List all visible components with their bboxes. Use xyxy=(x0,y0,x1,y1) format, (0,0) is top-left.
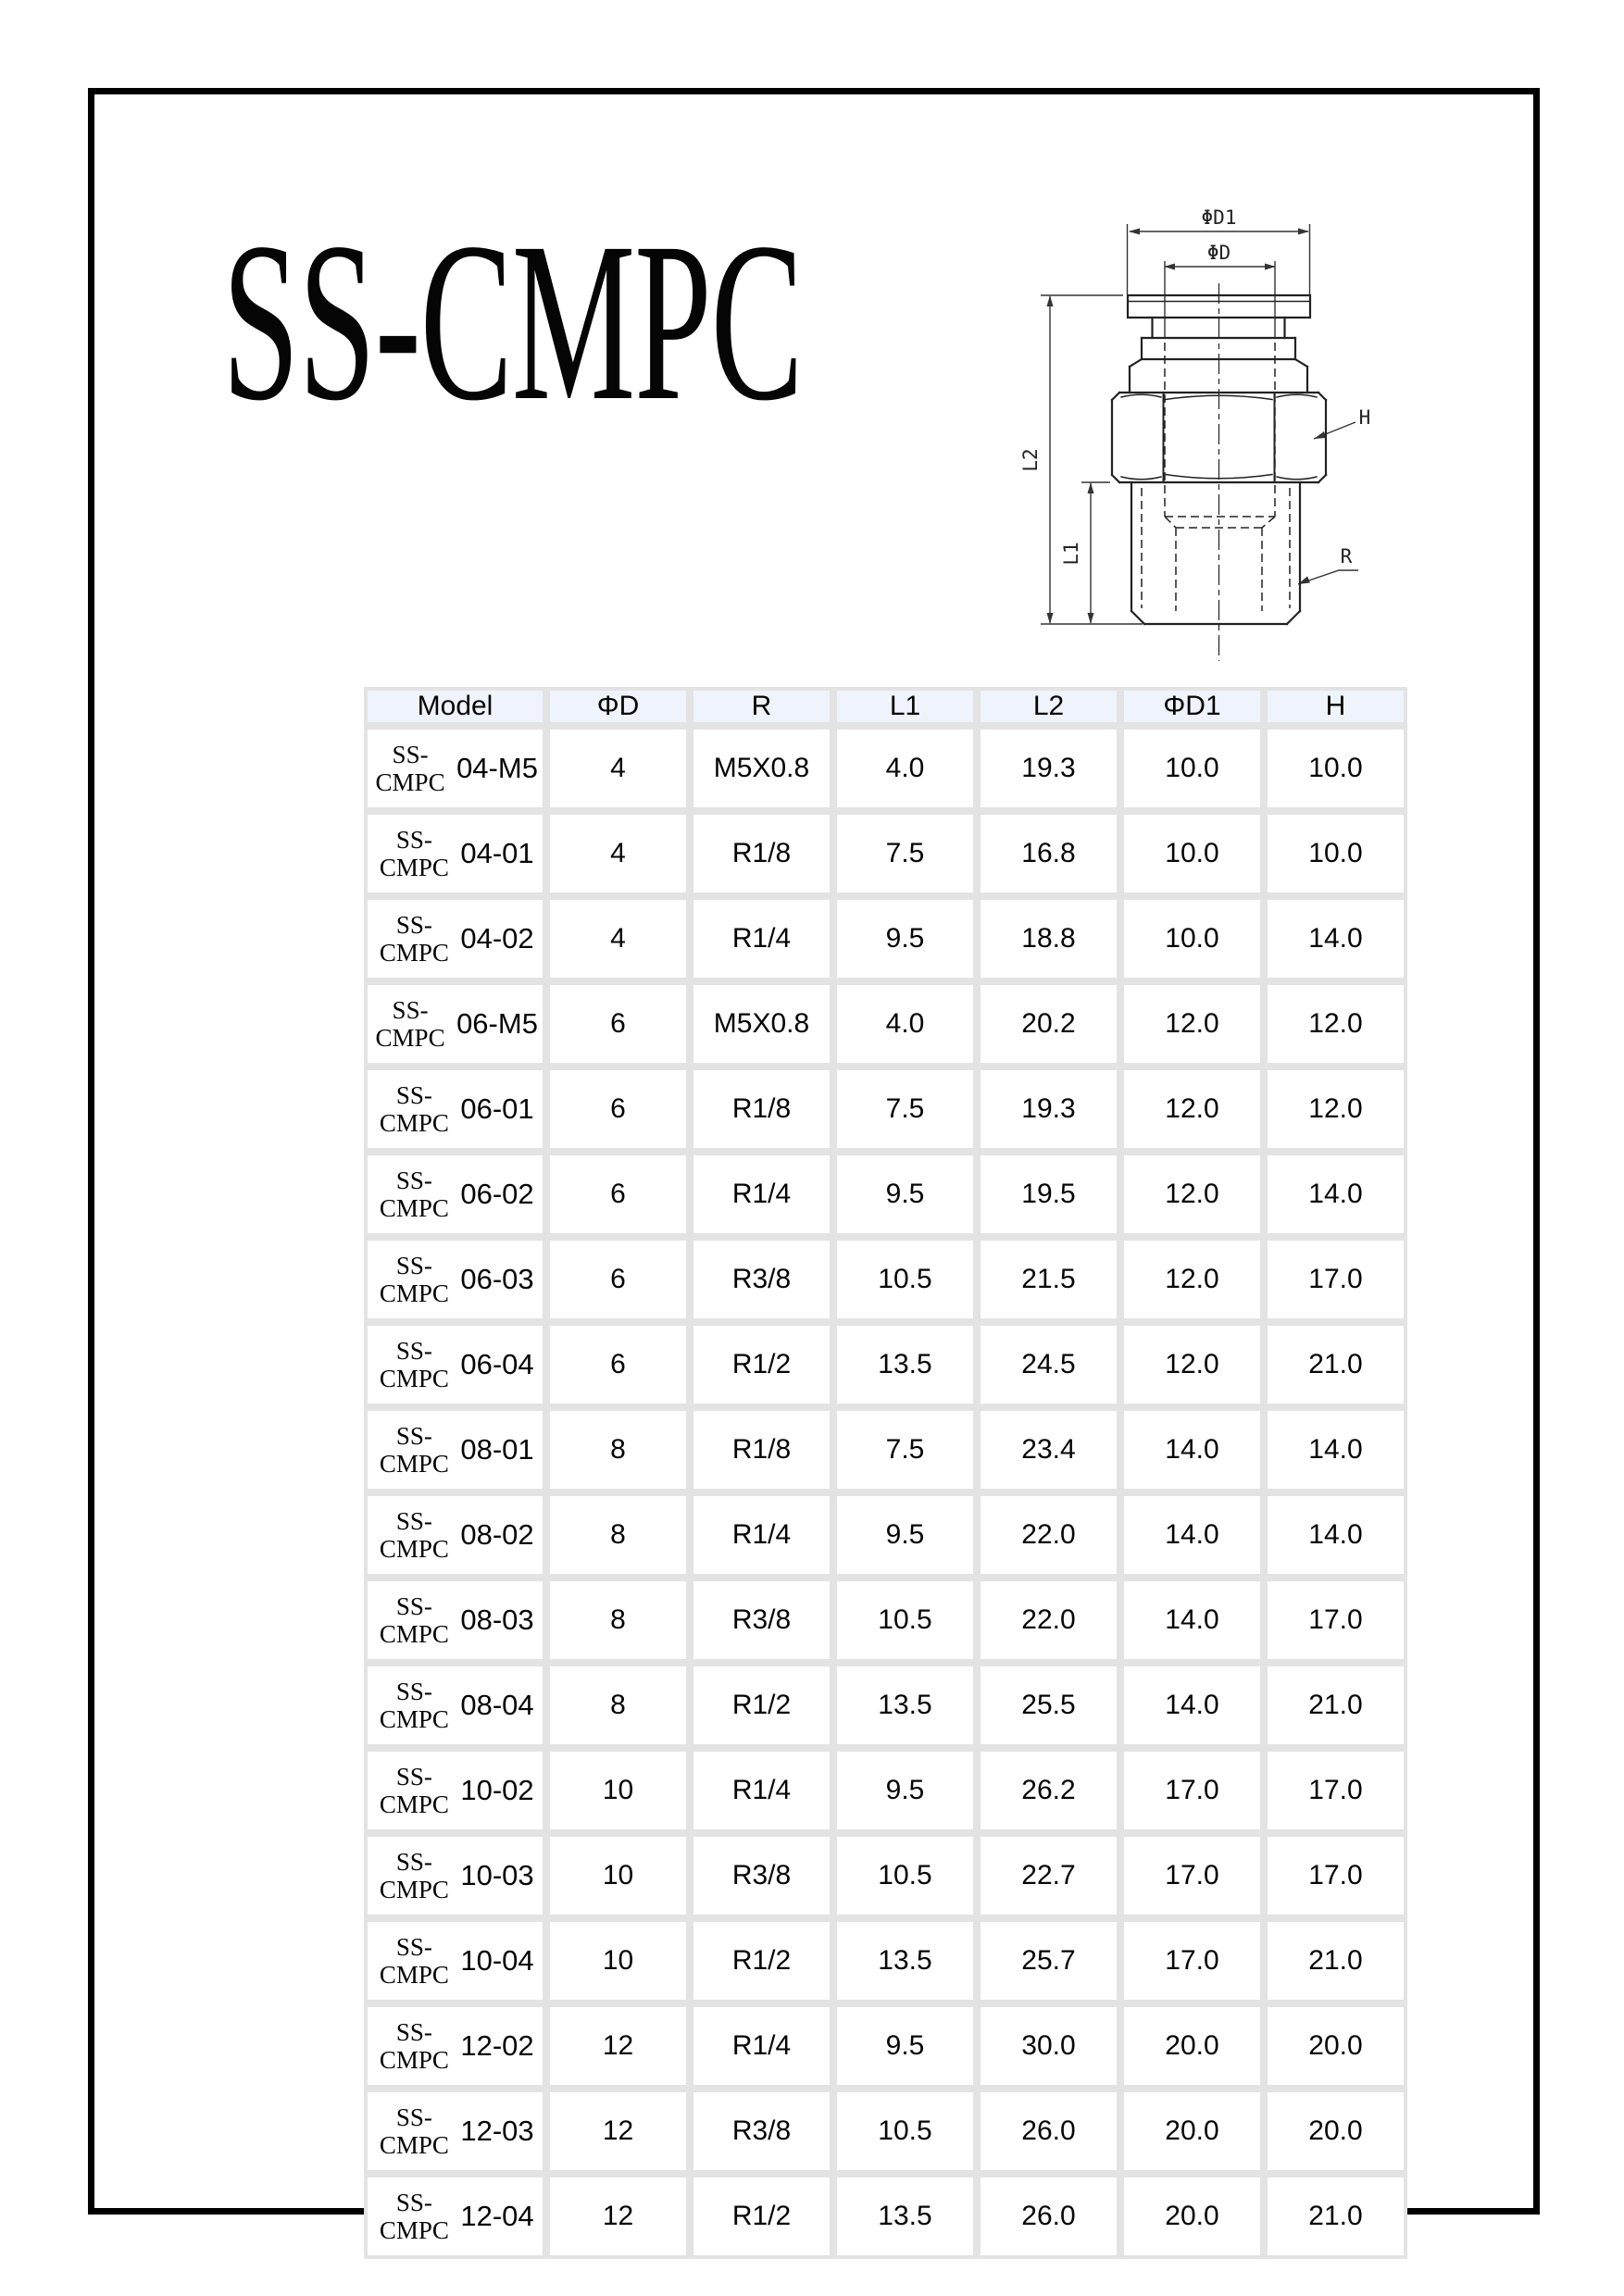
value-cell-d1: 12.0 xyxy=(1120,1067,1264,1152)
value-cell-d: 12 xyxy=(546,2089,690,2174)
model-prefix: SS-CMPC xyxy=(379,1847,449,1903)
table-row xyxy=(364,1407,1407,1492)
value-cell-d1: 12.0 xyxy=(1120,1322,1264,1407)
model-prefix: SS-CMPC xyxy=(375,995,445,1052)
value-cell-d: 10 xyxy=(546,1833,690,1918)
value-cell-l1: 4.0 xyxy=(833,726,977,811)
value-cell-l2: 19.3 xyxy=(977,726,1120,811)
value-cell-r: R3/8 xyxy=(690,1833,833,1918)
value-cell-d1: 10.0 xyxy=(1120,811,1264,896)
value-cell-d1: 14.0 xyxy=(1120,1492,1264,1578)
value-cell-l1: 9.5 xyxy=(833,2003,977,2089)
table-row xyxy=(364,1663,1407,1748)
model-cell xyxy=(364,1237,546,1322)
value-cell-h: 21.0 xyxy=(1264,2174,1407,2259)
value-cell-r: R1/4 xyxy=(690,1492,833,1578)
value-cell-d1: 12.0 xyxy=(1120,981,1264,1067)
value-cell-d1: 20.0 xyxy=(1120,2003,1264,2089)
value-cell-h: 14.0 xyxy=(1264,1407,1407,1492)
table-row xyxy=(364,1152,1407,1237)
value-cell-h: 14.0 xyxy=(1264,896,1407,981)
model-cell xyxy=(364,726,546,811)
dimension-arrows xyxy=(1047,229,1327,625)
value-cell-l1: 9.5 xyxy=(833,896,977,981)
model-prefix: SS-CMPC xyxy=(379,2017,449,2074)
model-prefix: SS-CMPC xyxy=(379,1336,449,1392)
col-header-l1: L1 xyxy=(833,687,977,726)
value-cell-h: 12.0 xyxy=(1264,981,1407,1067)
value-cell-l2: 20.2 xyxy=(977,981,1120,1067)
table-row xyxy=(364,1237,1407,1322)
model-cell xyxy=(364,1152,546,1237)
value-cell-h: 17.0 xyxy=(1264,1578,1407,1663)
value-cell-d: 6 xyxy=(546,1152,690,1237)
value-cell-l1: 7.5 xyxy=(833,1407,977,1492)
value-cell-l2: 18.8 xyxy=(977,896,1120,981)
value-cell-l2: 22.0 xyxy=(977,1492,1120,1578)
dim-label-d: ΦD xyxy=(1206,242,1231,264)
model-cell xyxy=(364,1663,546,1748)
value-cell-h: 12.0 xyxy=(1264,1067,1407,1152)
value-cell-h: 10.0 xyxy=(1264,811,1407,896)
model-prefix: SS-CMPC xyxy=(375,740,445,796)
model-cell xyxy=(364,1578,546,1663)
col-header-d: ΦD xyxy=(546,687,690,726)
value-cell-r: R1/2 xyxy=(690,1663,833,1748)
table-row xyxy=(364,811,1407,896)
model-number: 12-04 xyxy=(460,2200,534,2232)
model-prefix: SS-CMPC xyxy=(379,1506,449,1563)
value-cell-l1: 10.5 xyxy=(833,1237,977,1322)
model-number: 08-02 xyxy=(460,1518,534,1551)
model-number: 04-01 xyxy=(460,837,534,869)
model-number: 08-04 xyxy=(460,1689,534,1721)
header-row xyxy=(364,687,1407,726)
value-cell-d: 12 xyxy=(546,2174,690,2259)
value-cell-l1: 7.5 xyxy=(833,811,977,896)
model-number: 10-04 xyxy=(460,1944,534,1977)
value-cell-d: 10 xyxy=(546,1748,690,1833)
model-cell xyxy=(364,2003,546,2089)
model-prefix: SS-CMPC xyxy=(379,1080,449,1137)
value-cell-d1: 20.0 xyxy=(1120,2089,1264,2174)
dim-label-r: R xyxy=(1340,545,1353,568)
col-header-model: Model xyxy=(364,687,546,726)
table-row xyxy=(364,896,1407,981)
model-prefix: SS-CMPC xyxy=(379,1677,449,1733)
value-cell-l1: 10.5 xyxy=(833,1578,977,1663)
value-cell-r: R1/4 xyxy=(690,896,833,981)
value-cell-d1: 12.0 xyxy=(1120,1152,1264,1237)
value-cell-l2: 19.3 xyxy=(977,1067,1120,1152)
model-number: 04-02 xyxy=(460,922,534,955)
value-cell-l1: 13.5 xyxy=(833,1918,977,2003)
table-row xyxy=(364,1578,1407,1663)
value-cell-h: 20.0 xyxy=(1264,2003,1407,2089)
value-cell-d: 8 xyxy=(546,1663,690,1748)
value-cell-l2: 26.0 xyxy=(977,2174,1120,2259)
value-cell-l2: 26.0 xyxy=(977,2089,1120,2174)
spec-table xyxy=(364,687,1407,2259)
model-number: 06-M5 xyxy=(456,1007,538,1040)
col-header-h: H xyxy=(1264,687,1407,726)
model-cell xyxy=(364,1322,546,1407)
value-cell-d1: 10.0 xyxy=(1120,896,1264,981)
value-cell-l2: 25.7 xyxy=(977,1918,1120,2003)
page-title: SS-CMPC xyxy=(222,195,803,449)
page-frame xyxy=(88,88,1540,2244)
value-cell-d1: 14.0 xyxy=(1120,1663,1264,1748)
value-cell-d1: 14.0 xyxy=(1120,1578,1264,1663)
model-prefix: SS-CMPC xyxy=(379,1762,449,1818)
model-number: 08-03 xyxy=(460,1603,534,1636)
value-cell-h: 21.0 xyxy=(1264,1663,1407,1748)
model-number: 10-02 xyxy=(460,1774,534,1806)
value-cell-l2: 26.2 xyxy=(977,1748,1120,1833)
dim-label-h: H xyxy=(1358,406,1371,429)
col-header-d1: ΦD1 xyxy=(1120,687,1264,726)
model-prefix: SS-CMPC xyxy=(379,1251,449,1307)
value-cell-h: 10.0 xyxy=(1264,726,1407,811)
value-cell-d1: 17.0 xyxy=(1120,1918,1264,2003)
model-number: 12-02 xyxy=(460,2029,534,2062)
value-cell-h: 21.0 xyxy=(1264,1322,1407,1407)
value-cell-h: 17.0 xyxy=(1264,1748,1407,1833)
model-cell xyxy=(364,1748,546,1833)
model-number: 12-03 xyxy=(460,2115,534,2147)
value-cell-d: 6 xyxy=(546,1237,690,1322)
value-cell-d1: 12.0 xyxy=(1120,1237,1264,1322)
value-cell-l1: 10.5 xyxy=(833,2089,977,2174)
col-header-r: R xyxy=(690,687,833,726)
value-cell-d1: 20.0 xyxy=(1120,2174,1264,2259)
model-cell xyxy=(364,1833,546,1918)
table-row xyxy=(364,1833,1407,1918)
value-cell-r: M5X0.8 xyxy=(690,726,833,811)
col-header-l2: L2 xyxy=(977,687,1120,726)
value-cell-l1: 9.5 xyxy=(833,1152,977,1237)
table-row xyxy=(364,1918,1407,2003)
value-cell-l1: 9.5 xyxy=(833,1492,977,1578)
value-cell-r: R1/8 xyxy=(690,811,833,896)
dimension-lines xyxy=(1041,224,1358,624)
table-row xyxy=(364,2174,1407,2259)
value-cell-l1: 13.5 xyxy=(833,1663,977,1748)
value-cell-d1: 10.0 xyxy=(1120,726,1264,811)
value-cell-l1: 4.0 xyxy=(833,981,977,1067)
model-number: 10-03 xyxy=(460,1859,534,1891)
model-number: 06-01 xyxy=(460,1092,534,1125)
model-prefix: SS-CMPC xyxy=(379,1166,449,1222)
value-cell-r: M5X0.8 xyxy=(690,981,833,1067)
table-row xyxy=(364,1322,1407,1407)
value-cell-h: 17.0 xyxy=(1264,1833,1407,1918)
value-cell-l1: 9.5 xyxy=(833,1748,977,1833)
value-cell-d: 6 xyxy=(546,1322,690,1407)
value-cell-l2: 25.5 xyxy=(977,1663,1120,1748)
value-cell-d: 6 xyxy=(546,1067,690,1152)
model-number: 06-02 xyxy=(460,1178,534,1210)
value-cell-r: R1/2 xyxy=(690,2174,833,2259)
value-cell-l1: 10.5 xyxy=(833,1833,977,1918)
model-number: 06-03 xyxy=(460,1263,534,1295)
model-number: 04-M5 xyxy=(456,752,538,784)
model-cell xyxy=(364,1492,546,1578)
value-cell-d: 4 xyxy=(546,896,690,981)
value-cell-r: R3/8 xyxy=(690,2089,833,2174)
model-cell xyxy=(364,981,546,1067)
value-cell-l2: 22.7 xyxy=(977,1833,1120,1918)
value-cell-l2: 22.0 xyxy=(977,1578,1120,1663)
value-cell-r: R1/2 xyxy=(690,1918,833,2003)
dim-label-d1: ΦD1 xyxy=(1201,206,1237,229)
value-cell-r: R1/4 xyxy=(690,1152,833,1237)
value-cell-d: 10 xyxy=(546,1918,690,2003)
value-cell-h: 20.0 xyxy=(1264,2089,1407,2174)
value-cell-l1: 13.5 xyxy=(833,1322,977,1407)
value-cell-d1: 14.0 xyxy=(1120,1407,1264,1492)
model-prefix: SS-CMPC xyxy=(379,825,449,881)
value-cell-r: R3/8 xyxy=(690,1578,833,1663)
value-cell-d: 8 xyxy=(546,1578,690,1663)
model-cell xyxy=(364,2174,546,2259)
value-cell-d: 8 xyxy=(546,1407,690,1492)
model-number: 08-01 xyxy=(460,1433,534,1466)
technical-drawing xyxy=(983,187,1428,668)
value-cell-d1: 17.0 xyxy=(1120,1833,1264,1918)
value-cell-d1: 17.0 xyxy=(1120,1748,1264,1833)
value-cell-d: 6 xyxy=(546,981,690,1067)
model-number: 06-04 xyxy=(460,1348,534,1380)
value-cell-r: R1/2 xyxy=(690,1322,833,1407)
value-cell-l1: 13.5 xyxy=(833,2174,977,2259)
value-cell-h: 17.0 xyxy=(1264,1237,1407,1322)
model-cell xyxy=(364,896,546,981)
model-cell xyxy=(364,1918,546,2003)
table-row xyxy=(364,2089,1407,2174)
model-cell xyxy=(364,811,546,896)
value-cell-r: R3/8 xyxy=(690,1237,833,1322)
model-cell xyxy=(364,1407,546,1492)
model-prefix: SS-CMPC xyxy=(379,1591,449,1648)
model-prefix: SS-CMPC xyxy=(379,1932,449,1989)
value-cell-d: 8 xyxy=(546,1492,690,1578)
value-cell-d: 4 xyxy=(546,726,690,811)
value-cell-d: 4 xyxy=(546,811,690,896)
table-row xyxy=(364,981,1407,1067)
value-cell-r: R1/4 xyxy=(690,1748,833,1833)
value-cell-l2: 30.0 xyxy=(977,2003,1120,2089)
table-row xyxy=(364,1748,1407,1833)
table-row xyxy=(364,2003,1407,2089)
value-cell-l2: 16.8 xyxy=(977,811,1120,896)
model-prefix: SS-CMPC xyxy=(379,2188,449,2244)
model-cell xyxy=(364,1067,546,1152)
value-cell-l2: 21.5 xyxy=(977,1237,1120,1322)
dim-label-l1: L1 xyxy=(1060,542,1082,566)
value-cell-r: R1/8 xyxy=(690,1407,833,1492)
value-cell-h: 14.0 xyxy=(1264,1492,1407,1578)
table-row xyxy=(364,1492,1407,1578)
value-cell-r: R1/8 xyxy=(690,1067,833,1152)
value-cell-d: 12 xyxy=(546,2003,690,2089)
model-cell xyxy=(364,2089,546,2174)
value-cell-h: 14.0 xyxy=(1264,1152,1407,1237)
value-cell-h: 21.0 xyxy=(1264,1918,1407,2003)
value-cell-l2: 19.5 xyxy=(977,1152,1120,1237)
table-row xyxy=(364,1067,1407,1152)
value-cell-r: R1/4 xyxy=(690,2003,833,2089)
value-cell-l2: 24.5 xyxy=(977,1322,1120,1407)
model-prefix: SS-CMPC xyxy=(379,1421,449,1478)
value-cell-l2: 23.4 xyxy=(977,1407,1120,1492)
dim-label-l2: L2 xyxy=(1019,448,1042,472)
value-cell-l1: 7.5 xyxy=(833,1067,977,1152)
model-prefix: SS-CMPC xyxy=(379,2103,449,2159)
table-row xyxy=(364,726,1407,811)
model-prefix: SS-CMPC xyxy=(379,910,449,967)
